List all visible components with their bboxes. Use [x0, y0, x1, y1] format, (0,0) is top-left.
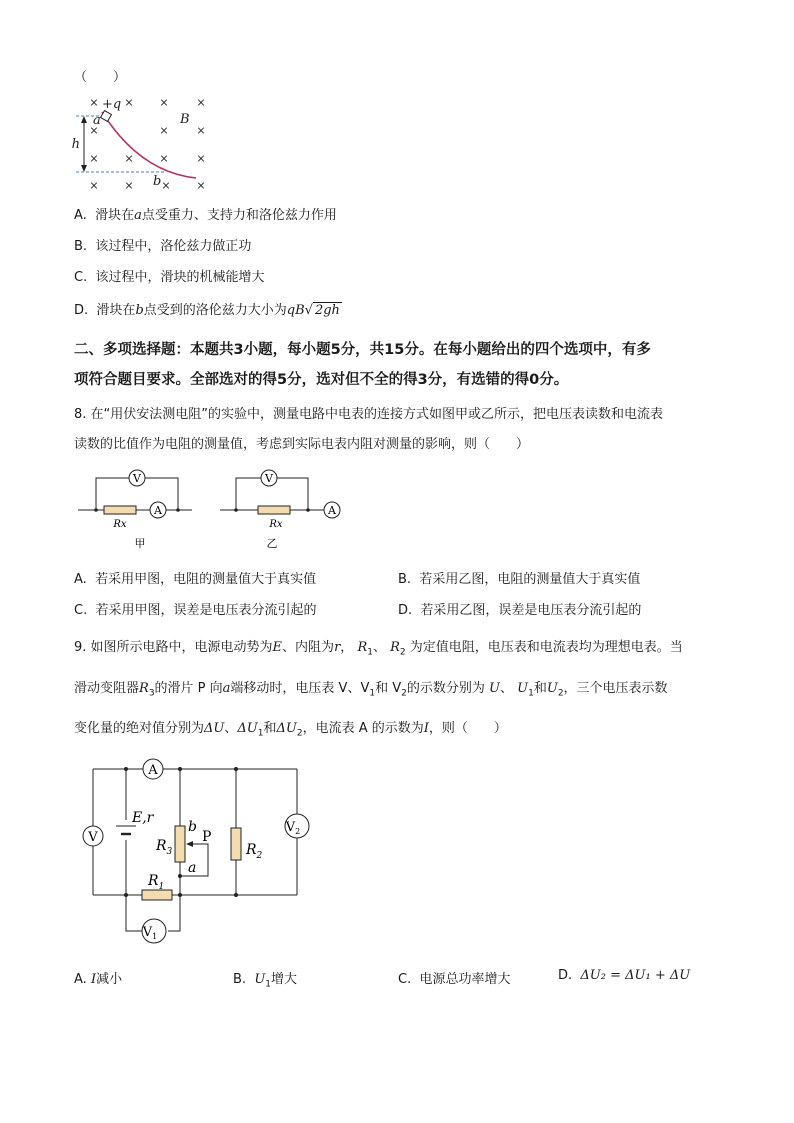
field-cross: × [89, 152, 99, 165]
slider-label: P [202, 829, 212, 845]
ammeter-label: A [148, 763, 158, 778]
q7-magnetic-field-figure [60, 88, 230, 198]
end-b-label: b [188, 819, 197, 835]
q8-option-a[interactable]: A. 若采用甲图，电阻的测量值大于真实值 [74, 572, 317, 587]
charge-label: +q [102, 97, 122, 112]
q8-circuit-jia [74, 462, 204, 552]
source-label: E,r [132, 810, 154, 826]
q9-option-a[interactable]: A. I减小 [74, 972, 123, 987]
figure-caption: 甲 [134, 537, 146, 550]
field-cross: × [196, 96, 206, 109]
voltmeter-label: V [133, 472, 141, 485]
v2-label: $V_2$ [285, 820, 301, 836]
field-cross: × [196, 152, 206, 165]
q9-stem-line2: 滑动变阻器$R_3$的滑片 P 向a端移动时，电压表 V、$V_1$和 $V_2$的示数分别为 U、 $U_1$和$U_2$，三个电压表示数 [74, 681, 668, 699]
voltmeter-label: V [88, 830, 98, 845]
q7-option-d[interactable]: D. 滑块在b点受到的洛伦兹力大小为qB√ 2gh [74, 303, 340, 318]
field-cross: × [124, 152, 134, 165]
r2-label: $R_2$ [246, 842, 263, 861]
ammeter-label: A [154, 504, 162, 517]
q9-stem-line1: 9. 如图所示电路中，电源电动势为E、内阻为r， $R_1$、 $R_2$ 为定值电阻，电压表和电流表均为理想电表。当 [74, 640, 683, 658]
q9-option-b[interactable]: B. $U_1$增大 [233, 972, 298, 990]
q9-option-d[interactable]: D. ΔU₂ = ΔU₁ + ΔU [558, 968, 691, 983]
field-cross: × [159, 152, 169, 165]
field-cross: × [161, 179, 171, 192]
q8-circuit-yi [216, 462, 356, 552]
r1-label: $R_1$ [148, 873, 165, 892]
field-cross: × [159, 124, 169, 137]
q8-stem-line2: 读数的比值作为电阻的测量值，考虑到实际电表内阻对测量的影响，则（ ） [74, 437, 530, 452]
v1-label: $V_1$ [142, 925, 158, 941]
q8-stem-line1: 8. 在“用伏安法测电阻”的实验中，测量电路中电表的连接方式如图甲或乙所示，把电压表读数和电流表 [74, 407, 664, 422]
q7-option-a[interactable]: A. 滑块在a点受重力、支持力和洛伦兹力作用 [74, 208, 337, 223]
field-cross: × [159, 96, 169, 109]
q7-answer-bracket: （ ） [74, 70, 127, 85]
q7-option-c[interactable]: C. 该过程中，滑块的机械能增大 [74, 270, 265, 285]
figure-caption: 乙 [266, 537, 278, 550]
q8-option-d[interactable]: D. 若采用乙图，误差是电压表分流引起的 [398, 603, 642, 618]
end-a-label: a [188, 860, 197, 876]
field-label: B [180, 112, 190, 127]
field-cross: × [124, 179, 134, 192]
field-cross: × [124, 96, 134, 109]
q9-option-c[interactable]: C. 电源总功率增大 [398, 972, 511, 987]
q7-option-b[interactable]: B. 该过程中，洛伦兹力做正功 [74, 239, 252, 254]
field-cross: × [89, 124, 99, 137]
field-cross: × [89, 179, 99, 192]
q8-option-c[interactable]: C. 若采用甲图，误差是电压表分流引起的 [74, 603, 317, 618]
height-label: h [71, 137, 80, 152]
field-cross: × [196, 124, 206, 137]
q9-stem-line3: 变化量的绝对值分别为ΔU、$\Delta U_1$和$\Delta U_2$，电流表 A 的示数为I，则（ ） [74, 721, 507, 739]
q8-option-b[interactable]: B. 若采用乙图，电阻的测量值大于真实值 [398, 572, 641, 587]
point-b-label: b [153, 174, 162, 189]
field-cross: × [196, 179, 206, 192]
voltmeter-label: V [265, 472, 273, 485]
q9-circuit-figure [78, 756, 308, 946]
ammeter-label: A [328, 504, 336, 517]
resistor-label: Rx [269, 519, 283, 530]
section-heading-line1: 二、多项选择题：本题共3小题，每小题5分，共15分。在每小题给出的四个选项中，有多 [74, 342, 651, 358]
field-cross: × [89, 96, 99, 109]
resistor-label: Rx [113, 519, 127, 530]
point-a-label: a [93, 113, 101, 128]
section-heading-line2: 项符合题目要求。全部选对的得5分，选对但不全的得3分，有选错的得0分。 [74, 372, 569, 388]
r3-label: $R_3$ [156, 838, 173, 857]
